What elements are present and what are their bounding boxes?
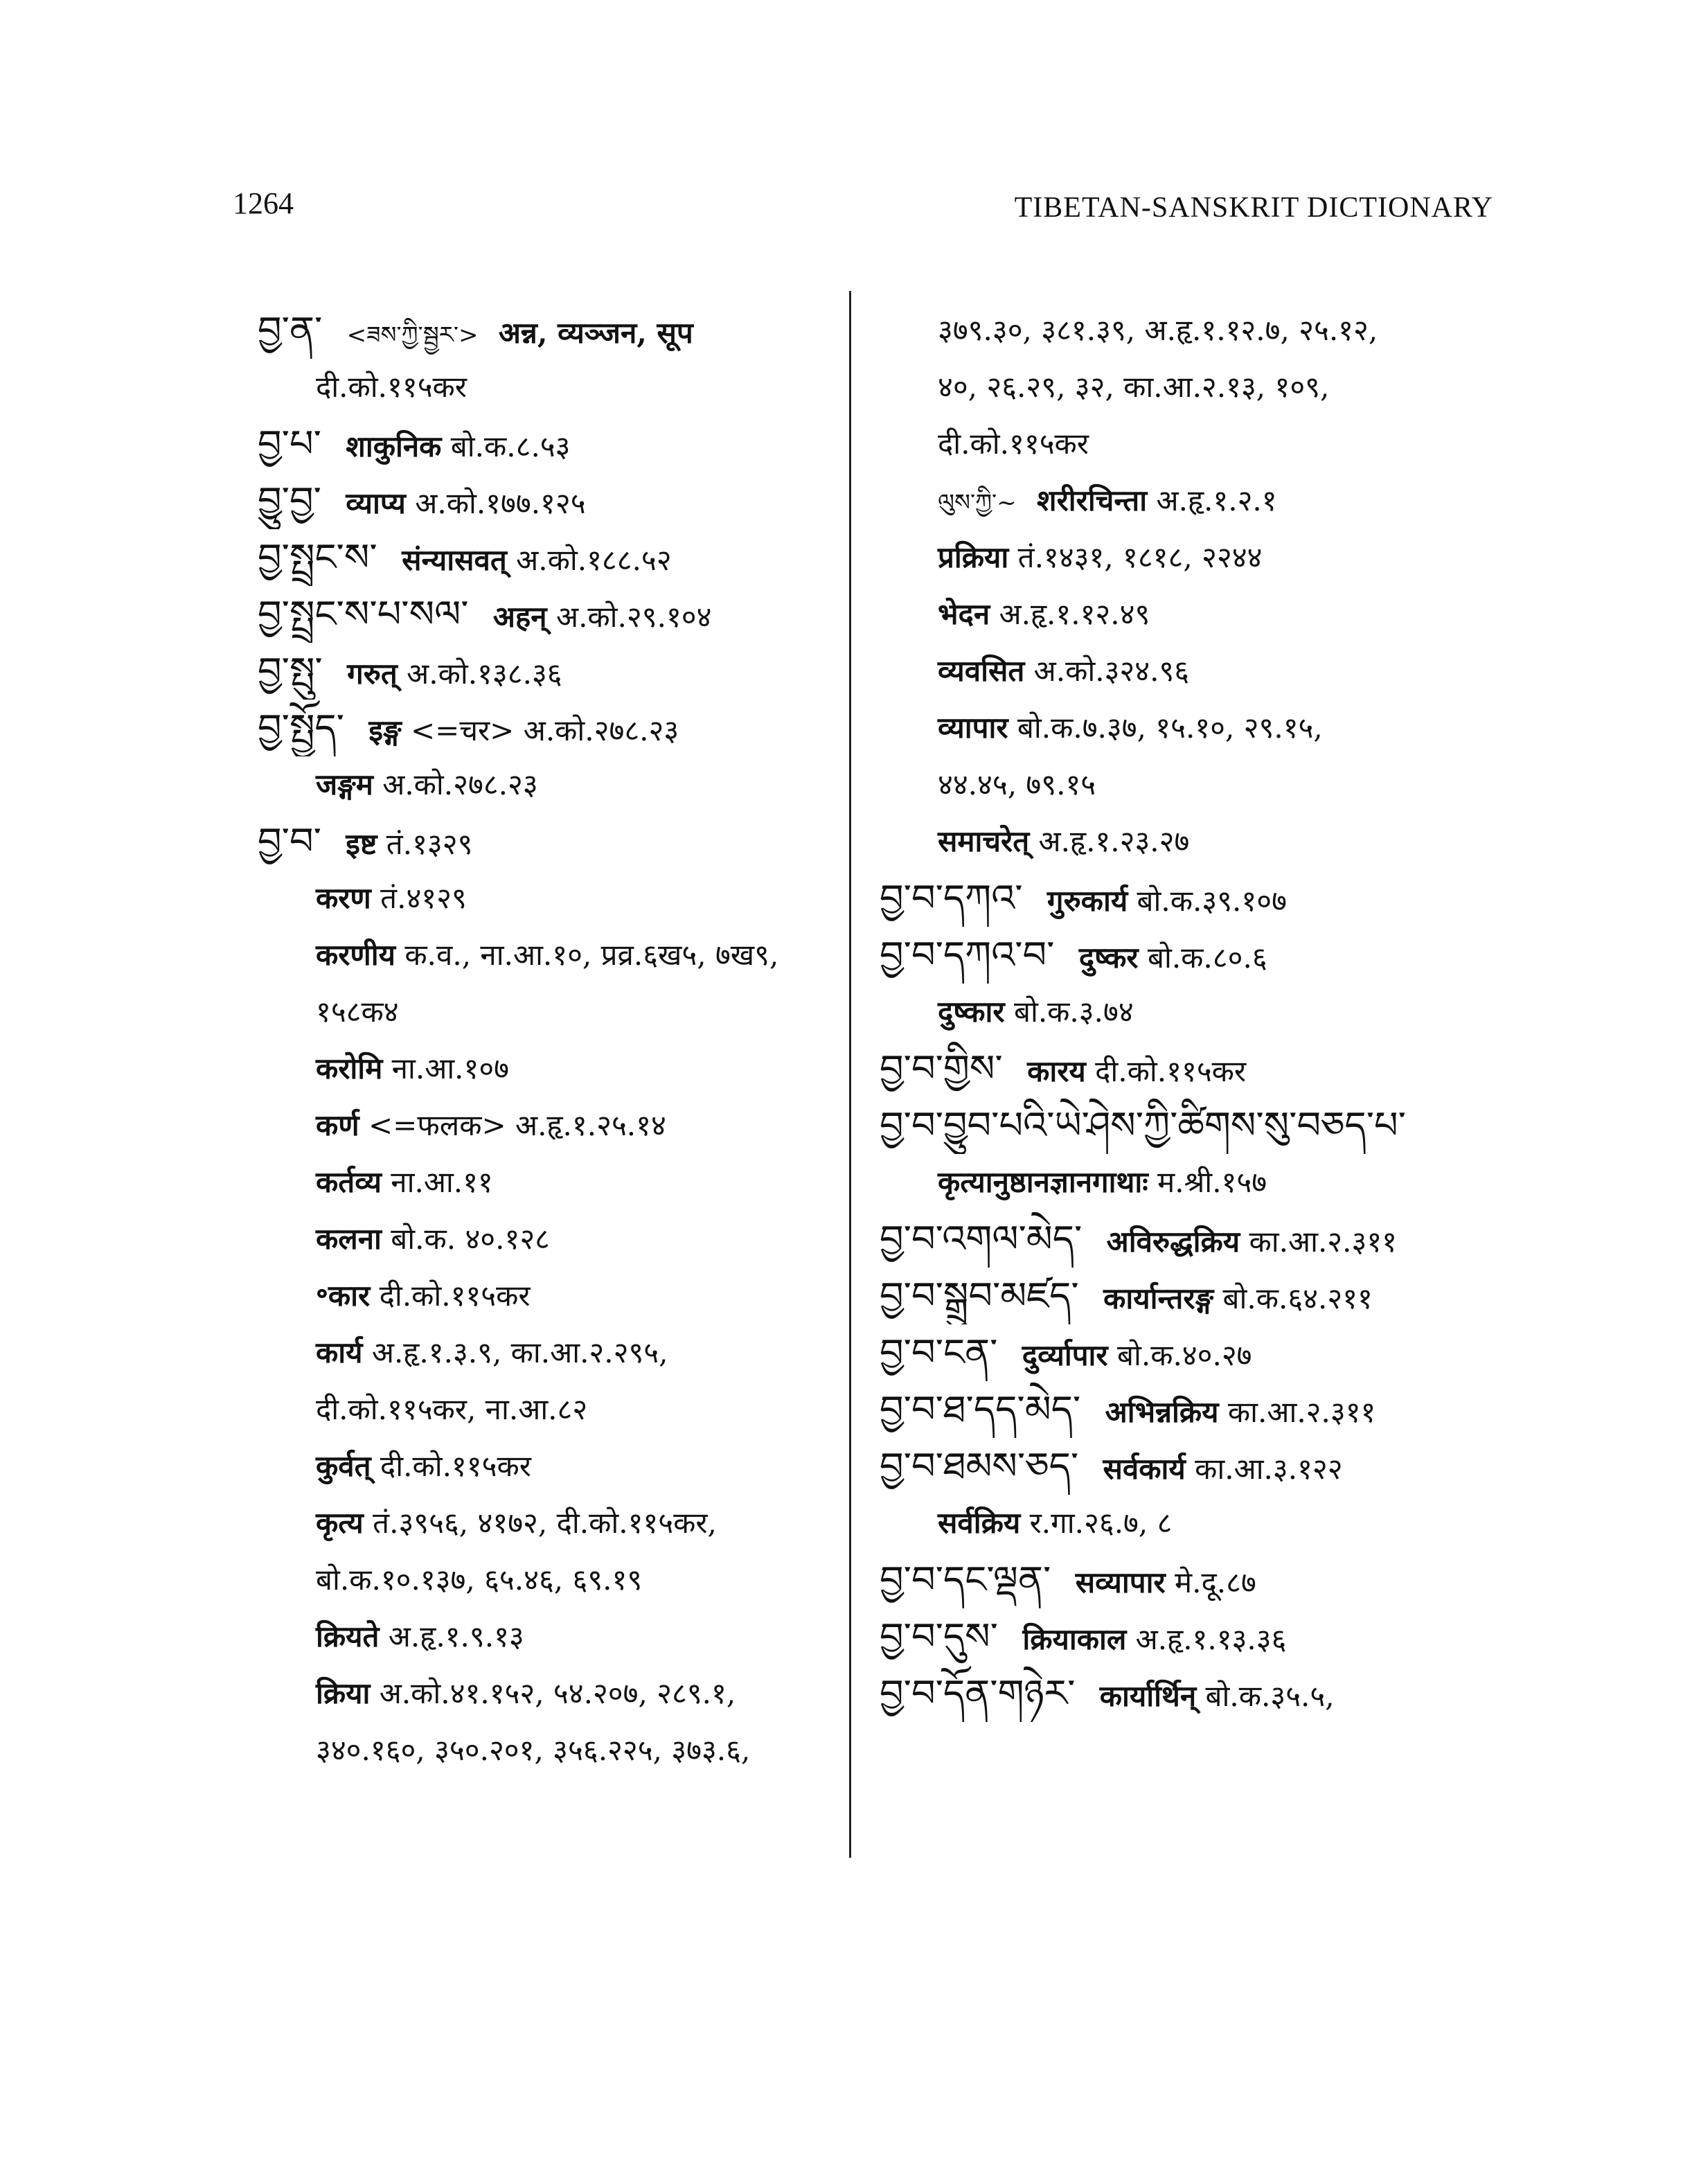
source-references: अ.हृ.१.३.९, का.आ.२.२९५, <box>371 1335 668 1369</box>
source-references: ना.आ.११ <box>391 1165 493 1199</box>
source-references: का.आ.३.१२२ <box>1195 1452 1343 1486</box>
entry-line <box>880 529 1503 586</box>
sanskrit-equivalent: करणीय <box>316 938 396 972</box>
tibetan-headword: བྱ་བ་ངན་ <box>880 1331 998 1374</box>
sanskrit-equivalent: अभिन्नक्रिय <box>1105 1395 1219 1429</box>
tibetan-headword: བྱ་བ་དཀའ་བ་ <box>880 933 1055 977</box>
entry-line <box>880 302 1503 359</box>
source-references: बो.क.६४.२११ <box>1222 1281 1373 1315</box>
source-references: बो.क.८०.६ <box>1147 941 1267 975</box>
right-column <box>880 302 1503 1722</box>
entry-line <box>880 984 1503 1040</box>
sanskrit-equivalent: करण <box>316 881 371 915</box>
source-references: अ.हृ.१.१२.४९ <box>999 597 1150 631</box>
entry-line <box>258 529 839 586</box>
source-references: अ.हृ.१.२.१ <box>1156 483 1277 517</box>
sanskrit-equivalent: कुर्वत् <box>316 1449 371 1483</box>
sanskrit-equivalent: कर्ण <box>316 1108 359 1142</box>
source-references: दी.को.११५कर <box>380 1449 531 1483</box>
source-references: बो.क.७.३७, १५.१०, २९.१५, <box>1017 711 1323 745</box>
source-references: बो.क.१०.१३७, ६५.४६, ६९.१९ <box>316 1563 643 1597</box>
sanskrit-equivalent: क्रियाकाल <box>1022 1622 1127 1656</box>
entry-line <box>258 1154 839 1211</box>
sanskrit-equivalent: समाचरेत् <box>938 824 1030 858</box>
source-references: ३७९.३०, ३८१.३९, अ.हृ.१.१२.७, २५.१२, <box>938 313 1378 347</box>
entry-line <box>258 984 839 1040</box>
source-references: तं.१३२९ <box>386 827 473 861</box>
source-references: मे.दू.८७ <box>1175 1565 1256 1599</box>
tibetan-headword: བྱ་བ་འགལ་མེད་ <box>880 1217 1083 1261</box>
source-references: बो.क.३९.१०७ <box>1137 884 1287 918</box>
sanskrit-equivalent: शरीरचिन्ता <box>1037 483 1148 517</box>
entry-line <box>258 1324 839 1381</box>
source-references: तं.१४३१, १८१८, २२४४ <box>1017 540 1263 574</box>
running-title: TIBETAN-SANSKRIT DICTIONARY <box>1014 192 1493 224</box>
sanskrit-equivalent: व्यवसित <box>938 654 1025 688</box>
source-references: अ.हृ.१.९.१३ <box>388 1619 524 1653</box>
sanskrit-equivalent: अहन् <box>492 600 547 634</box>
sanskrit-equivalent: क्रियते <box>316 1619 380 1653</box>
source-references: अ.को.१८८.५२ <box>516 543 672 577</box>
entry-line <box>258 756 839 813</box>
sanskrit-equivalent: कलना <box>316 1222 382 1256</box>
entry-line <box>258 302 839 359</box>
sanskrit-equivalent: इष्ट <box>346 827 377 861</box>
entry-line <box>880 1211 1503 1268</box>
tibetan-headword: བྱ་བ་དོན་གཉེར་ <box>880 1671 1076 1715</box>
entry-line <box>258 927 839 984</box>
entry-line <box>880 643 1503 700</box>
sanskrit-equivalent: व्याप्य <box>346 486 406 520</box>
sanskrit-equivalent: कार्य <box>316 1335 363 1369</box>
tibetan-headword: བྱ་བ་ཐ་དད་མེད་ <box>880 1387 1081 1431</box>
tibetan-headword: བྱ་ན་ <box>258 308 323 352</box>
tibetan-headword: བྱ་བ་བྱུབ་པའི་ཡེ་ཤེས་ཀྱི་ཚིགས་སུ་བཅད་པ་ <box>880 1103 1406 1147</box>
source-references: दी.को.११५कर, ना.आ.८२ <box>316 1392 588 1426</box>
source-references: ४४.४५, ७९.१५ <box>938 767 1096 801</box>
source-references: बो.क.३५.५, <box>1205 1679 1335 1713</box>
sanskrit-equivalent: दुर्व्यापार <box>1022 1338 1108 1372</box>
source-references: <=फलक> अ.हृ.१.२५.१४ <box>368 1108 666 1142</box>
entry-line <box>258 1608 839 1665</box>
entry-line <box>258 1722 839 1779</box>
tibetan-headword: བྱ་བ་ཐམས་ཅད་ <box>880 1444 1079 1488</box>
entry-line <box>880 1268 1503 1324</box>
entry-line <box>880 813 1503 870</box>
source-references: तं.४१२९ <box>380 881 467 915</box>
sanskrit-equivalent: सर्वक्रिय <box>938 1506 1021 1540</box>
sanskrit-equivalent: कारय <box>1027 1054 1086 1088</box>
source-references: दी.को.११५कर <box>938 427 1089 461</box>
entry-line <box>258 1552 839 1608</box>
entry-line <box>258 1268 839 1324</box>
source-references: अ.को.१३८.३६ <box>407 657 562 691</box>
sanskrit-equivalent: क्रिया <box>316 1676 371 1710</box>
sanskrit-equivalent: दुष्कर <box>1078 941 1139 975</box>
sanskrit-equivalent: शाकुनिक <box>346 429 442 463</box>
tibetan-headword: བྱུ་བྱ་ <box>258 479 321 522</box>
sanskrit-equivalent: गुरुकार्य <box>1047 884 1128 918</box>
entry-line <box>258 1040 839 1097</box>
entry-line <box>880 1381 1503 1438</box>
tibetan-headword: བྱ་སྤུ་ <box>258 649 323 693</box>
source-references: अ.हृ.१.२३.२७ <box>1038 824 1190 858</box>
entry-line <box>880 1154 1503 1211</box>
source-references: १५८क४ <box>316 995 399 1029</box>
entry-line <box>880 1665 1503 1722</box>
entry-line <box>880 416 1503 472</box>
sanskrit-equivalent: प्रक्रिया <box>938 540 1009 574</box>
entry-line <box>880 1097 1503 1154</box>
entry-line <box>880 1324 1503 1381</box>
page-number: 1264 <box>233 186 294 220</box>
entry-line <box>258 586 839 643</box>
source-references: ३४०.१६०, ३५०.२०१, ३५६.२२५, ३७३.६, <box>316 1733 751 1767</box>
sanskrit-equivalent: करोमि <box>316 1051 383 1085</box>
sanskrit-equivalent: भेदन <box>938 597 990 631</box>
entry-line <box>258 813 839 870</box>
entry-line <box>258 870 839 927</box>
sanskrit-equivalent: अन्न, व्यञ्जन, सूप <box>498 316 693 350</box>
tibetan-headword: བྱ་སྤྲང་ས་པ་སལ་ <box>258 592 469 636</box>
sanskrit-equivalent: व्यापार <box>938 711 1008 745</box>
source-references: बो.क. ४०.१२८ <box>391 1222 550 1256</box>
entry-line <box>880 359 1503 416</box>
tibetan-headword: བྱ་པ་ <box>258 422 321 465</box>
source-references: अ.को.३२४.९६ <box>1033 654 1190 688</box>
source-references: म.श्री.१५७ <box>1157 1165 1267 1199</box>
source-references: अ.को.४१.१५२, ५४.२०७, २८९.१, <box>379 1676 736 1710</box>
entry-line <box>880 756 1503 813</box>
entry-line <box>880 472 1503 529</box>
left-column <box>258 302 839 1779</box>
source-references: अ.हृ.१.१३.३६ <box>1135 1622 1287 1656</box>
entry-line <box>258 643 839 700</box>
source-references: <=चर> अ.को.२७८.२३ <box>410 713 679 747</box>
entry-line <box>258 1211 839 1268</box>
source-references: अ.को.१७७.१२५ <box>415 486 586 520</box>
entry-line <box>258 1097 839 1154</box>
sanskrit-equivalent: सर्वकार्य <box>1103 1452 1186 1486</box>
sanskrit-equivalent: कृत्य <box>316 1506 364 1540</box>
source-references: दी.को.११५कर <box>316 370 467 404</box>
source-references: दी.को.११५कर <box>379 1279 531 1313</box>
source-references: दी.को.११५कर <box>1095 1054 1247 1088</box>
entry-line <box>258 1665 839 1722</box>
sanskrit-equivalent: ॰कार <box>316 1279 371 1313</box>
source-references: अ.को.२७८.२३ <box>382 767 538 801</box>
source-references: का.आ.२.३११ <box>1249 1225 1398 1259</box>
source-references: र.गा.२६.७, ८ <box>1029 1506 1173 1540</box>
sanskrit-equivalent: इङ्ग <box>368 713 402 747</box>
source-references: ना.आ.१०७ <box>391 1051 510 1085</box>
sanskrit-equivalent: गरुत् <box>347 657 398 691</box>
tibetan-headword: བྱ་བ་དུས་ <box>880 1615 998 1658</box>
tibetan-headword: བྱ་བ་ <box>258 819 321 863</box>
source-references: बो.क.४०.२७ <box>1116 1338 1252 1372</box>
tibetan-gloss: <ཟས་ཀྱི་སྦྱར་> <box>346 321 479 349</box>
tibetan-headword: བྱ་བ་དང་ལྡན་ <box>880 1558 1051 1601</box>
source-references: बो.क.८.५३ <box>450 429 571 463</box>
entry-line <box>258 1438 839 1495</box>
entry-line <box>880 1438 1503 1495</box>
entry-line <box>880 700 1503 756</box>
source-references: बो.क.३.७४ <box>1013 995 1134 1029</box>
tibetan-gloss: ལུས་ཀྱི་~ <box>938 489 1017 517</box>
entry-line <box>880 927 1503 984</box>
sanskrit-equivalent: कार्यार्थिन् <box>1099 1679 1197 1713</box>
source-references: का.आ.२.३११ <box>1227 1395 1376 1429</box>
sanskrit-equivalent: संन्यासवत् <box>402 543 507 577</box>
entry-line <box>880 1552 1503 1608</box>
source-references: ४०, २६.२९, ३२, का.आ.२.१३, १०९, <box>938 370 1330 404</box>
sanskrit-equivalent: अविरुद्धक्रिय <box>1106 1225 1240 1259</box>
entry-line <box>880 1495 1503 1552</box>
tibetan-headword: བྱ་སྤྲང་ས་ <box>258 535 377 579</box>
entry-line <box>880 1040 1503 1097</box>
sanskrit-equivalent: दुष्कार <box>938 995 1005 1029</box>
entry-line <box>258 359 839 416</box>
entry-line <box>258 472 839 529</box>
tibetan-headword: བྱ་བ་གྱིས་ <box>880 1047 1003 1090</box>
sanskrit-equivalent: कर्तव्य <box>316 1165 382 1199</box>
source-references: क.व., ना.आ.१०, प्रव्र.६ख५, ७ख९, <box>404 938 779 972</box>
entry-line <box>880 1608 1503 1665</box>
tibetan-headword: བྱ་བ་སྒྲུབ་མཛད་ <box>880 1274 1079 1317</box>
sanskrit-equivalent: कृत्यानुष्ठानज्ञानगाथाः <box>938 1165 1148 1199</box>
column-divider <box>849 291 851 1858</box>
sanskrit-equivalent: कार्यान्तरङ्ग <box>1103 1281 1214 1315</box>
entry-line <box>880 586 1503 643</box>
tibetan-headword: བྱ་སྤྱོད་ <box>258 706 345 749</box>
entry-line <box>258 416 839 472</box>
entry-line <box>880 870 1503 927</box>
sanskrit-equivalent: सव्यापार <box>1075 1565 1166 1599</box>
tibetan-headword: བྱ་བ་དཀའ་ <box>880 876 1023 920</box>
entry-line <box>258 700 839 756</box>
entry-line <box>258 1495 839 1552</box>
entry-line <box>258 1381 839 1438</box>
source-references: तं.३९५६, ४१७२, दी.को.११५कर, <box>373 1506 717 1540</box>
sanskrit-equivalent: जङ्गम <box>316 767 373 801</box>
source-references: अ.को.२९.१०४ <box>555 600 712 634</box>
